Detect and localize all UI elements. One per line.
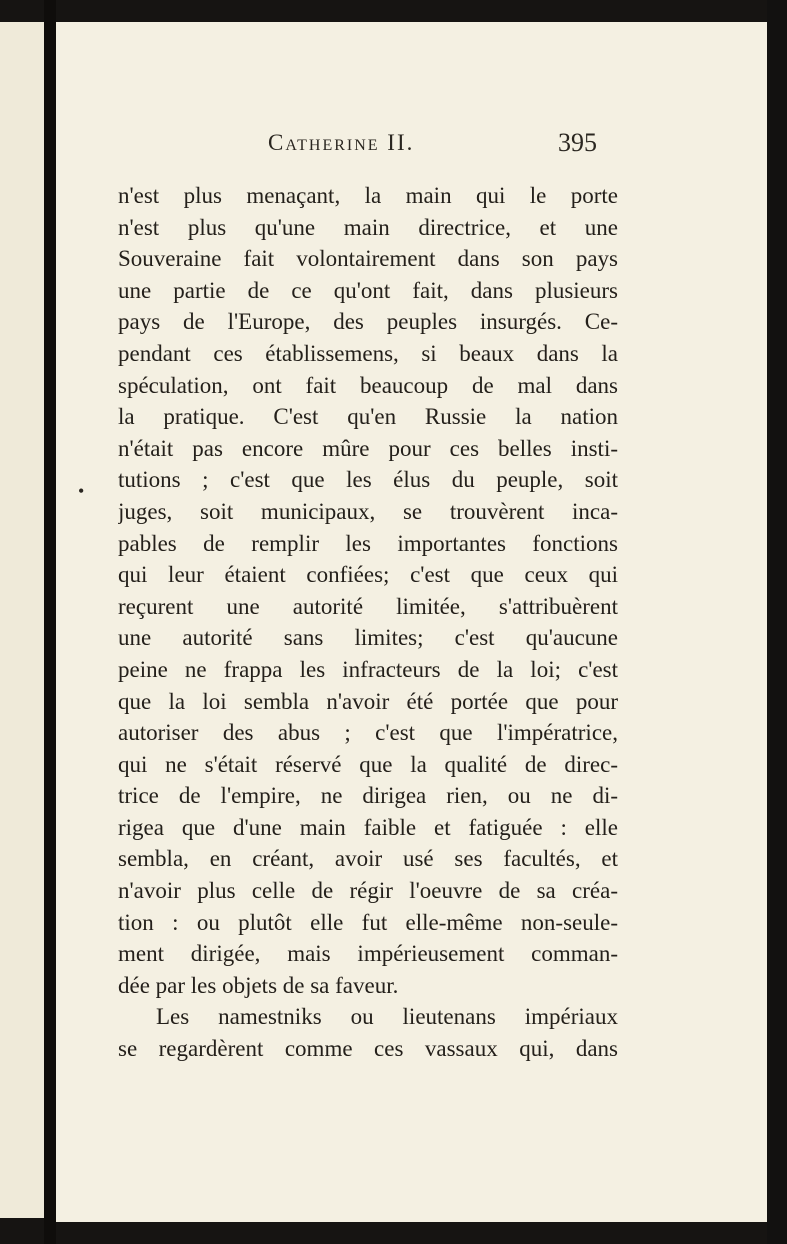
text-line: tutions ; c'est que les élus du peuple, soit [118,467,618,493]
text-line: Les namestniks ou lieutenans impériaux [156,1004,618,1030]
text-line: Souveraine fait volontairement dans son pays [118,246,618,272]
text-line: pables de remplir les importantes fonctions [118,530,618,556]
text-line: ment dirigée, mais impérieusement comman- [118,941,618,967]
body-text [118,180,618,1065]
text-line: tion : ou plutôt elle fut elle-même non-seule- [118,909,618,935]
book-page [56,22,767,1222]
text-line: peine ne frappa les infracteurs de la loi; c'est [118,656,618,682]
text-line: une autorité sans limites; c'est qu'aucune [118,625,618,651]
text-line: n'est plus menaçant, la main qui le porte [118,183,618,208]
text-line: pays de l'Europe, des peuples insurgés. Ce- [118,309,618,335]
running-head [56,130,767,164]
text-line: trice de l'empire, ne dirigea rien, ou ne di- [118,783,618,809]
text-line: dée par les objets de sa faveur. [118,972,399,998]
text-line: une partie de ce qu'ont fait, dans plusieurs [118,277,618,303]
text-line: se regardèrent comme ces vassaux qui, dans [118,1036,618,1062]
text-line: la pratique. C'est qu'en Russie la nation [118,404,618,430]
text-line: reçurent une autorité limitée, s'attribuèrent [118,593,618,619]
text-line: qui ne s'était réservé que la qualité de direc- [118,751,618,777]
book-gutter [44,0,56,1244]
facing-page-edge [0,22,44,1218]
text-line: qui leur étaient confiées; c'est que ceux qui [118,562,618,588]
text-line: autoriser des abus ; c'est que l'impératrice, [118,720,618,746]
text-line: juges, soit municipaux, se trouvèrent inca- [118,498,618,524]
running-title: Catherine II. [268,130,415,155]
page-number: 395 [558,128,597,157]
scan-background [767,0,787,1244]
text-line: n'avoir plus celle de régir l'oeuvre de sa créa- [118,878,618,904]
text-line: sembla, en créant, avoir usé ses facultés, et [118,846,618,872]
text-line: spéculation, ont fait beaucoup de mal dans [118,372,618,398]
margin-mark: • [78,481,85,501]
text-line: que la loi sembla n'avoir été portée que pour [118,688,618,714]
text-line: pendant ces établissemens, si beaux dans la [118,340,618,366]
text-line: n'est plus qu'une main directrice, et une [118,214,618,240]
text-line: n'était pas encore mûre pour ces belles insti- [118,435,618,461]
text-line: rigea que d'une main faible et fatiguée : elle [118,814,618,840]
